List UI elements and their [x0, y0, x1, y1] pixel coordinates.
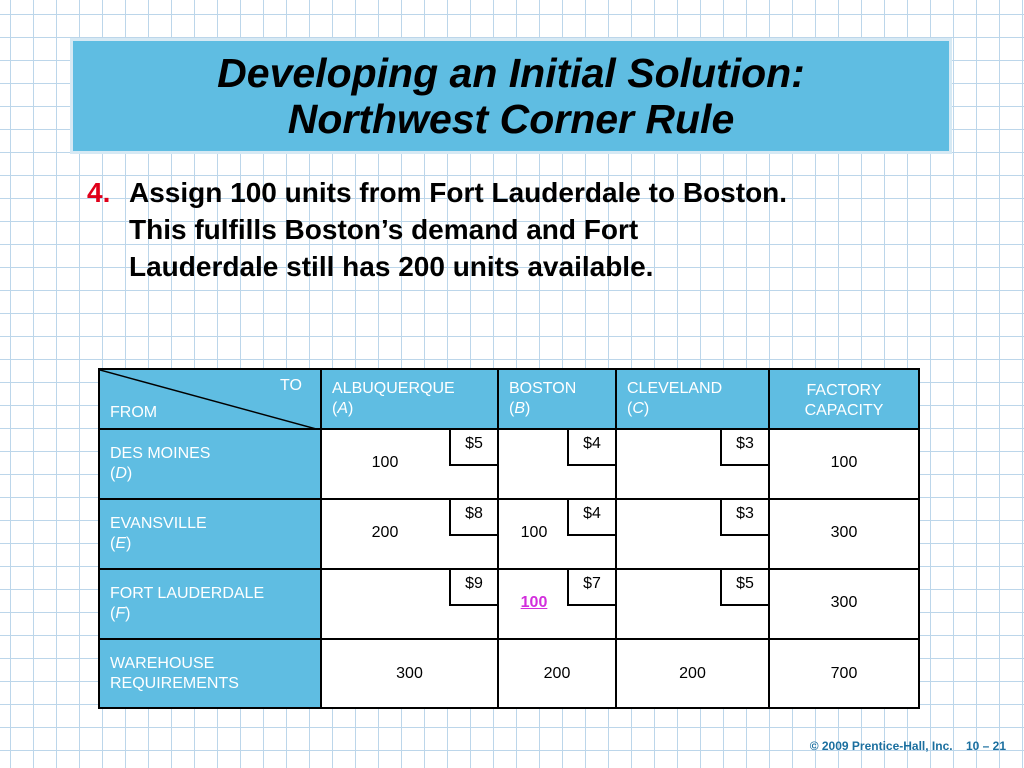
quantity-d-a: 100	[371, 454, 399, 471]
slide-footer	[800, 739, 1006, 753]
corner-from-label: FROM	[110, 404, 158, 421]
requirements-label-line-1: WAREHOUSE	[110, 655, 215, 672]
row-header-warehouse-requirements	[110, 654, 239, 694]
row-header-name: EVANSVILLE	[110, 515, 207, 532]
column-header-name: BOSTON	[509, 380, 577, 397]
row-header-letter: (E)	[110, 535, 132, 552]
requirements-label-line-2: REQUIREMENTS	[110, 675, 239, 692]
cost-box-f-a: $9	[449, 570, 497, 606]
step-text	[129, 174, 969, 285]
title-box	[70, 38, 952, 154]
capacity-header-line-2: CAPACITY	[804, 402, 884, 419]
requirement-a: 300	[396, 665, 423, 682]
quantity-e-b: 100	[520, 524, 548, 541]
cost-box-f-c: $5	[720, 570, 768, 606]
grid-line	[100, 498, 918, 500]
column-header-name: CLEVELAND	[627, 380, 723, 397]
quantity-f-b-new-assignment: 100	[520, 594, 548, 611]
step-text-line-1: Assign 100 units from Fort Lauderdale to Boston.	[129, 177, 788, 208]
corner-to-label: TO	[280, 377, 302, 394]
row-header-fort-lauderdale	[110, 584, 264, 624]
transportation-table	[98, 368, 920, 709]
column-header-name: ALBUQUERQUE	[332, 380, 455, 397]
requirement-c: 200	[679, 665, 706, 682]
requirement-b: 200	[543, 665, 571, 682]
column-header-boston	[499, 379, 615, 419]
grid-line	[497, 370, 499, 707]
row-header-name: FORT LAUDERDALE	[110, 585, 265, 602]
step-text-line-3: Lauderdale still has 200 units available.	[129, 251, 654, 282]
grid-line	[615, 370, 617, 707]
column-header-cleveland	[617, 379, 768, 419]
title-line-2: Northwest Corner Rule	[287, 96, 735, 142]
row-header-des-moines	[110, 444, 210, 484]
copyright-text: © 2009 Prentice-Hall, Inc.	[809, 739, 953, 753]
grid-line	[100, 428, 918, 430]
column-header-albuquerque	[322, 379, 497, 419]
row-header-name: DES MOINES	[110, 445, 211, 462]
cost-box-e-c: $3	[720, 500, 768, 536]
column-header-capacity	[770, 381, 918, 421]
capacity-d: 100	[830, 454, 858, 471]
grid-line	[100, 568, 918, 570]
cost-box-e-b: $4	[567, 500, 615, 536]
grid-line	[320, 370, 322, 707]
cost-box-d-c: $3	[720, 430, 768, 466]
page-number: 10 – 21	[965, 739, 1006, 753]
cost-box-d-b: $4	[567, 430, 615, 466]
cost-box-e-a: $8	[449, 500, 497, 536]
capacity-f: 300	[830, 594, 858, 611]
cost-box-f-b: $7	[567, 570, 615, 606]
cost-box-d-a: $5	[449, 430, 497, 466]
column-header-letter: (B)	[509, 400, 531, 417]
column-header-letter: (C)	[627, 400, 650, 417]
title-line-1: Developing an Initial Solution:	[217, 50, 805, 96]
grid-line	[100, 638, 918, 640]
quantity-e-a: 200	[371, 524, 399, 541]
capacity-e: 300	[830, 524, 858, 541]
step-text-line-2: This fulfills Boston’s demand and Fort	[129, 214, 639, 245]
row-header-letter: (D)	[110, 465, 133, 482]
requirement-total: 700	[830, 665, 858, 682]
step-number: 4.	[87, 177, 111, 208]
row-header-evansville	[110, 514, 207, 554]
capacity-header-line-1: FACTORY	[806, 382, 882, 399]
row-header-letter: (F)	[110, 605, 131, 622]
column-header-letter: (A)	[332, 400, 354, 417]
